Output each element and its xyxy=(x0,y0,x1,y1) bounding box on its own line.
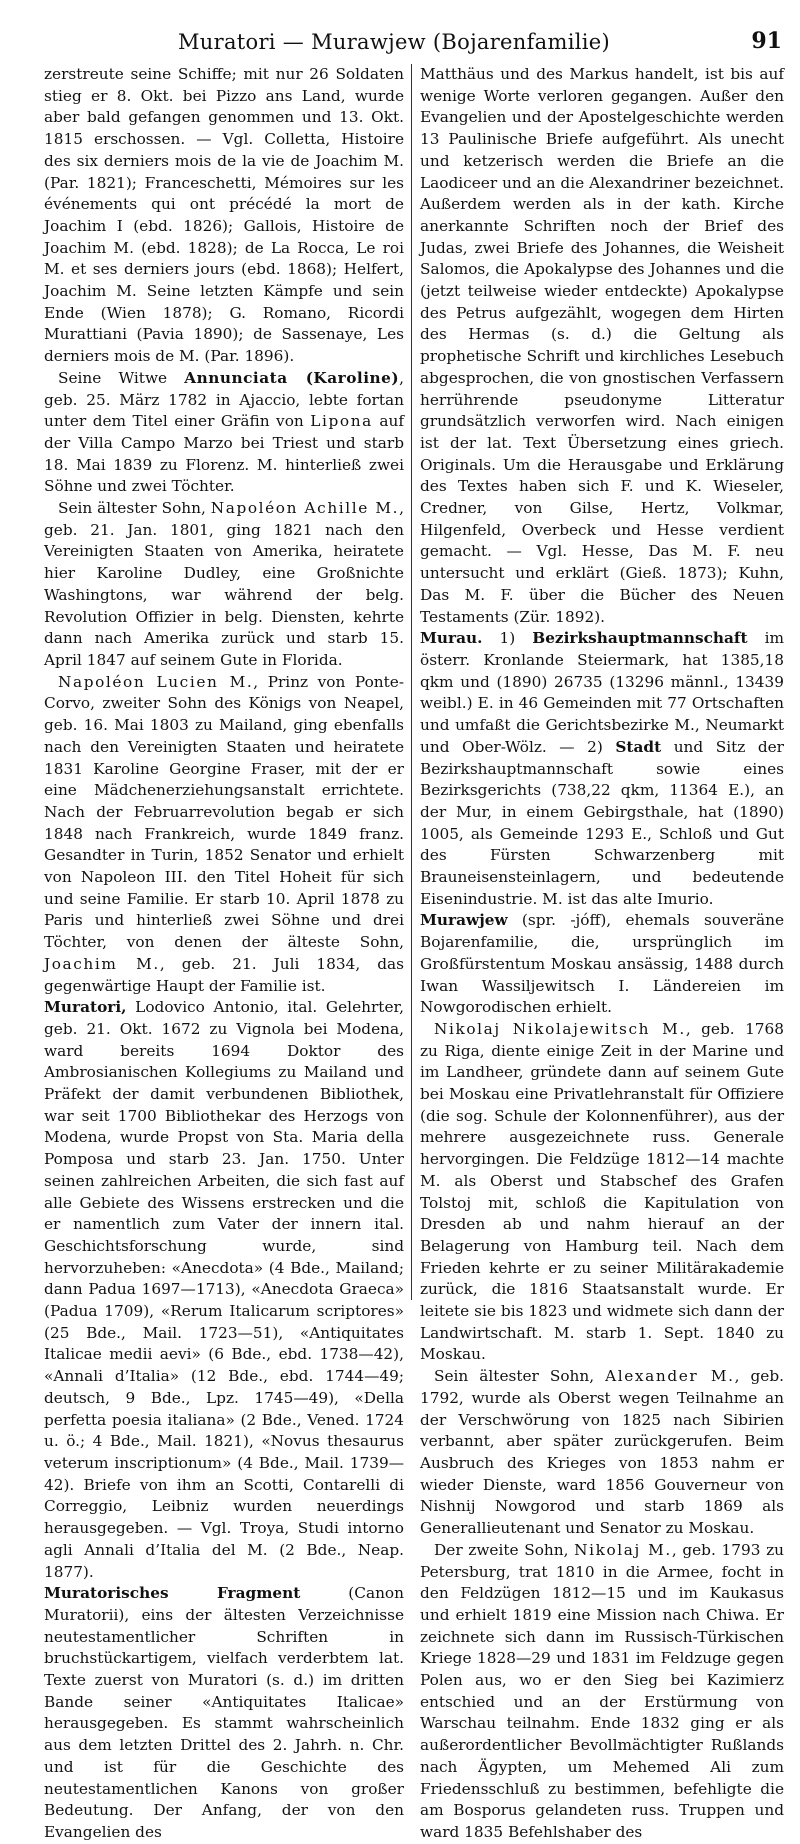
entry-muratori: Muratori, Lodovico Antonio, ital. Gelehrter, geb. 21. Okt. 1672 zu Vignola bei Modena, ward bereits 1694 Doktor des Ambrosianischen Kollegiums zu Mailand und Präfekt der damit verbundenen Bibliothek, war seit 1700 Bibliothekar des Herzogs von Modena, wurde Propst von Sta. Maria della Pomposa und starb 23. Jan. 1750. Unter seinen zahlreichen Arbeiten, die sich fast auf alle Gebiete des Wissens erstrecken und die er namentlich zum Vater der innern ital. Geschichtsforschung wurde, sind hervorzuheben: «Anecdota» (4 Bde., Mailand; dann Padua 1697—1713), «Anecdota Graeca» (Padua 1709), «Rerum Italicarum scriptores» (25 Bde., Mail. 1723—51), «Antiquitates Italicae medii aevi» (6 Bde., ebd. 1738—42), «Annali d’Italia» (12 Bde., ebd. 1744—49; deutsch, 9 Bde., Lpz. 1745—49), «Della perfetta poesia italiana» (2 Bde., Vened. 1724 u. ö.; 4 Bde., Mail. 1821), «Novus thesaurus veterum inscriptionum» (4 Bde., Mail. 1739—42). Briefe von ihm an Scotti, Contarelli di Correggio, Leibniz wurden neuerdings herausgegeben. — Vgl. Troya, Studi intorno agli Annali d’Italia del M. (2 Bde., Neap. 1877). xyxy=(44,998,404,1581)
person-name: Nikolaj M. xyxy=(574,1540,672,1559)
page-number: 91 xyxy=(751,28,782,54)
entry-headword: Murau. xyxy=(420,629,483,648)
paragraph: Nikolaj Nikolajewitsch M., geb. 1768 zu Riga, diente einige Zeit in der Marine und im Landheer, gründete dann auf seinem Gute bei Moskau eine Privatlehranstalt für Offiziere (die sog. Schule der Kolonnenführer), aus der mehrere ausgezeichnete russ. Generale hervorgingen. Die Feldzüge 1812—14 machte M. als Oberst und Stabschef des Grafen Tolstoj mit, schloß die Kapitulation von Dresden ab und nahm hierauf an der Belagerung von Hamburg teil. Nach dem Frieden kehrte er zu seiner Militärakademie zurück, die 1816 Staatsanstalt wurde. Er leitete sie bis 1823 und widmete sich dann der Landwirtschaft. M. starb 1. Sept. 1840 zu Moskau. xyxy=(420,1019,784,1364)
entry-muratorisches-fragment: Muratorisches Fragment (Canon Muratorii), eins der ältesten Verzeichnisse neutestamentlicher Schriften in bruchstückartigem, vielfach verderbtem lat. Texte zuerst von Muratori (s. d.) im dritten Bande seiner «Antiquitates Italicae» herausgegeben. Es stammt wahrscheinlich aus dem letzten Drittel des 2. Jahrh. n. Chr. und ist für die Geschichte des neutestamentlichen Kanons von großer Bedeutung. Der Anfang, der von den Evangelien des xyxy=(44,1584,404,1841)
text-columns xyxy=(44,64,784,1841)
running-head: Muratori — Murawjew (Bojarenfamilie) xyxy=(178,30,610,54)
person-name: Alexander M. xyxy=(605,1367,735,1386)
person-name: Nikolaj Nikolajewitsch M. xyxy=(434,1019,686,1038)
subheading: Stadt xyxy=(615,737,662,756)
person-name: Napoléon Achille M. xyxy=(210,499,400,518)
paragraph: Sein ältester Sohn, Napoléon Achille M., geb. 21. Jan. 1801, ging 1821 nach den Vereinigten Staaten von Amerika, heiratete hier Karoline Dudley, eine Großnichte Washingtons, war während der belg. Revolution Offizier in belg. Diensten, kehrte dann nach Amerika zurück und starb 15. April 1847 auf seinem Gute in Florida. xyxy=(44,499,404,669)
person-name: Annunciata (Karoline) xyxy=(184,368,400,387)
subheading: Bezirkshauptmannschaft xyxy=(532,629,748,648)
entry-headword: Murawjew xyxy=(420,911,508,930)
page-header xyxy=(44,0,784,64)
paragraph: Matthäus und des Markus handelt, ist bis auf wenige Worte verloren gegangen. Außer den Evangelien und der Apostelgeschichte werden 13 Paulinische Briefe aufgeführt. Als unecht und ketzerisch werden die Briefe an die Laodiceer und an die Alexandriner bezeichnet. Außerdem werden als in der kath. Kirche anerkannte Schriften noch der Brief des Judas, zwei Briefe des Johannes, die Weisheit Salomos, die Apokalypse des Johannes und die (jetzt teilweise wieder entdeckte) Apokalypse des Petrus aufgezählt, wogegen dem Hirten des Hermas (s. d.) die Geltung als prophetische Schrift und kirchliches Lesebuch abgesprochen, die von gnostischen Verfassern herrührende pseudonyme Litteratur grundsätzlich verworfen wird. Nach einigen ist der lat. Text Übersetzung eines griech. Originals. Um die Herausgabe und Erklärung des Textes haben sich F. und K. Wieseler, Credner, von Gilse, Hertz, Volkmar, Hilgenfeld, Overbeck und Hesse verdient gemacht. — Vgl. Hesse, Das M. F. neu untersucht und erklärt (Gieß. 1873); Kuhn, Das M. F. über die Bücher des Neuen Testaments (Zür. 1892). xyxy=(420,65,784,626)
paragraph: Napoléon Lucien M., Prinz von Ponte-Corvo, zweiter Sohn des Königs von Neapel, geb. 16. Mai 1803 zu Mailand, ging ebenfalls nach den Vereinigten Staaten und heiratete 1831 Karoline Georgine Fraser, mit der er eine Mädchenerziehungsanstalt errichtete. Nach der Februarrevolution begab er sich 1848 nach Frankreich, wurde 1849 franz. Gesandter in Turin, 1852 Senator und erhielt von Napoleon III. den Titel Hoheit für sich und seine Familie. Er starb 10. April 1878 zu Paris und hinterließ zwei Söhne und drei Töchter, von denen der älteste Sohn, Joachim M., geb. 21. Juli 1834, das gegenwärtige Haupt der Familie ist. xyxy=(44,672,405,995)
right-column xyxy=(414,64,784,1844)
paragraph: Seine Witwe Annunciata (Karoline), geb. 25. März 1782 in Ajaccio, lebte fortan unter dem Titel einer Gräfin von Lipona auf der Villa Campo Marzo bei Triest und starb 18. Mai 1839 zu Florenz. M. hinterließ zwei Söhne und zwei Töchter. xyxy=(44,368,404,496)
entry-murawjew: Murawjew (spr. -jóff), ehemals souveräne Bojarenfamilie, die, ursprünglich im Großfürstentum Moskau ansässig, 1488 durch Iwan Wassiljewitsch I. Ländereien im Nowgorodischen erhielt. xyxy=(420,911,784,1017)
left-column xyxy=(44,64,414,1844)
column-divider xyxy=(411,64,412,1300)
title-name: Lipona xyxy=(310,412,373,431)
entry-headword: Muratori, xyxy=(44,998,127,1017)
entry-headword: Muratorisches Fragment xyxy=(44,1584,301,1603)
entry-murau: Murau. 1) Bezirkshauptmannschaft im österr. Kronlande Steiermark, hat 1385,18 qkm und (1890) 26735 (13296 männl., 13439 weibl.) E. in 46 Gemeinden mit 77 Ortschaften und umfaßt die Gerichtsbezirke M., Neumarkt und Ober-Wölz. — 2) Stadt und Sitz der Bezirkshauptmannschaft sowie eines Bezirksgerichts (738,22 qkm, 11364 E.), an der Mur, in einem Gebirgsthale, hat (1890) 1005, als Gemeinde 1293 E., Schloß und Gut des Fürsten Schwarzenberg mit Brauneisensteinlagern, und bedeutende Eisenindustrie. M. ist das alte Imurio. xyxy=(420,629,784,908)
paragraph: zerstreute seine Schiffe; mit nur 26 Soldaten stieg er 8. Okt. bei Pizzo ans Land, wurde aber bald gefangen genommen und 13. Okt. 1815 erschossen. — Vgl. Colletta, Histoire des six derniers mois de la vie de Joachim M. (Par. 1821); Franceschetti, Mémoires sur les événements qui ont précédé la mort de Joachim I (ebd. 1826); Gallois, Histoire de Joachim M. (ebd. 1828); de La Rocca, Le roi M. et ses derniers jours (ebd. 1868); Helfert, Joachim M. Seine letzten Kämpfe und sein Ende (Wien 1878); G. Romano, Ricordi Murattiani (Pavia 1890); de Sassenaye, Les derniers mois de M. (Par. 1896). xyxy=(44,65,404,366)
person-name: Joachim M. xyxy=(44,954,160,973)
paragraph: Sein ältester Sohn, Alexander M., geb. 1792, wurde als Oberst wegen Teilnahme an der Verschwörung von 1825 nach Sibirien verbannt, aber später zurückgerufen. Beim Ausbruch des Krieges von 1853 nahm er wieder Dienste, ward 1856 Gouverneur von Nishnij Nowgorod und starb 1869 als Generallieutenant und Senator zu Moskau. xyxy=(420,1367,784,1538)
paragraph: Der zweite Sohn, Nikolaj M., geb. 1793 zu Petersburg, trat 1810 in die Armee, focht in den Feldzügen 1812—15 und im Kaukasus und erhielt 1819 eine Mission nach Chiwa. Er zeichnete sich dann im Russisch-Türkischen Kriege 1828—29 und 1831 im Feldzuge gegen Polen aus, wo er den Sieg bei Kazimierz entschied und an der Erstürmung von Warschau teilnahm. Ende 1832 ging er als außerordentlicher Bevollmächtigter Rußlands nach Ägypten, um Mehemed Ali zum Friedensschluß zu bestimmen, befehligte die am Bosporus gelandeten russ. Truppen und ward 1835 Befehlshaber des xyxy=(420,1540,784,1841)
person-name: Napoléon Lucien M. xyxy=(58,672,254,691)
